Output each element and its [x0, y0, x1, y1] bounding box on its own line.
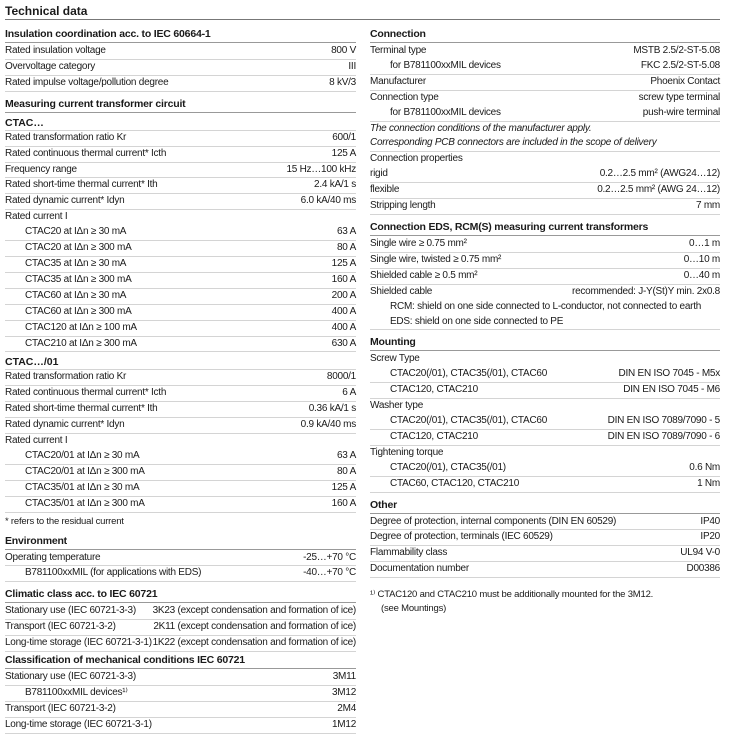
row-label: CTAC120 at IΔn ≥ 100 mA: [25, 321, 137, 333]
row-label: Rated transformation ratio Kr: [5, 131, 127, 143]
row-label: CTAC20/01 at IΔn ≥ 300 mA: [25, 465, 145, 477]
section-heading: Measuring current transformer circuit: [5, 98, 356, 113]
row-value: 0.2…2.5 mm² (AWG 24…12): [597, 184, 720, 196]
row-label: CTAC35 at IΔn ≥ 30 mA: [25, 257, 127, 269]
row-value: 800 V: [331, 45, 356, 56]
row-label: Stationary use (IEC 60721-3-3): [5, 605, 136, 617]
row-value: 3K23 (except condensation and formation of ice): [152, 605, 356, 617]
row-label: Operating temperature: [5, 551, 101, 563]
row-value: 0.9 kA/40 ms: [300, 419, 356, 431]
row-value: 125 A: [331, 481, 356, 493]
other-section: [370, 499, 720, 579]
row-value: push-wire terminal: [642, 106, 720, 118]
row-value: 80 A: [336, 465, 356, 477]
row-value: 0…10 m: [683, 253, 720, 265]
page-title: Technical data: [5, 3, 720, 20]
shield-note: EDS: shield on one side connected to PE: [390, 315, 564, 327]
row-label: Long-time storage (IEC 60721-3-1): [5, 718, 152, 730]
row-label: Rated impulse voltage/pollution degree: [5, 76, 169, 88]
row-value: IP20: [700, 531, 720, 543]
row-value: 0.2…2.5 mm² (AWG24…12): [599, 168, 720, 180]
mounting-section: [370, 336, 720, 492]
row-value: 6.0 kA/40 ms: [300, 195, 356, 207]
row-value: 3M12: [331, 687, 356, 698]
row-label: CTAC35/01 at IΔn ≥ 300 mA: [25, 497, 145, 509]
row-label: CTAC60 at IΔn ≥ 300 mA: [25, 305, 132, 317]
row-label: for B781100xxMIL devices: [390, 59, 501, 71]
row-label: Rated continuous thermal current* Icth: [5, 147, 167, 159]
row-value: FKC 2.5/2-ST-5.08: [640, 59, 720, 71]
row-label: Rated current I: [5, 211, 68, 223]
row-value: 200 A: [331, 289, 356, 301]
row-label: B781100xxMIL (for applications with EDS): [25, 567, 202, 579]
row-label: flexible: [370, 184, 400, 196]
insulation-section: [5, 28, 356, 92]
section-heading: Other: [370, 499, 720, 514]
row-label: Frequency range: [5, 163, 77, 175]
row-label: Rated continuous thermal current* Icth: [5, 387, 167, 399]
section-heading: Insulation coordination acc. to IEC 60664-1: [5, 28, 356, 43]
row-label: Shielded cable ≥ 0.5 mm²: [370, 269, 478, 281]
section-heading: Mounting: [370, 336, 720, 351]
note-text: Corresponding PCB connectors are included in the scope of delivery: [370, 137, 657, 149]
row-value: 6 A: [342, 387, 356, 399]
row-value: 8 kV/3: [329, 76, 356, 88]
section-heading: Connection: [370, 28, 720, 43]
row-label: CTAC210 at IΔn ≥ 300 mA: [25, 337, 137, 349]
row-label: Rated dynamic current* Idyn: [5, 419, 125, 431]
row-value: 3M11: [332, 671, 356, 683]
row-label: Degree of protection, terminals (IEC 60529): [370, 531, 553, 543]
row-value: 600/1: [332, 131, 356, 143]
row-value: 0…1 m: [689, 237, 720, 249]
row-value: 400 A: [331, 321, 356, 333]
row-value: 1K22 (except condensation and formation of ice): [152, 637, 356, 649]
row-label: B781100xxMIL devices¹⁾: [25, 687, 128, 698]
row-value: DIN EN ISO 7089/7090 - 5: [607, 415, 720, 427]
row-value: 630 A: [331, 337, 356, 349]
row-label: Rated insulation voltage: [5, 45, 106, 56]
row-label: Flammability class: [370, 547, 448, 559]
subsection-heading: CTAC…: [5, 117, 356, 131]
shield-note: RCM: shield on one side connected to L-conductor, not connected to earth: [390, 300, 702, 312]
row-value: recommended: J-Y(St)Y min. 2x0.8: [572, 285, 720, 297]
row-label: Rated short-time thermal current* Ith: [5, 403, 158, 415]
row-label: rigid: [370, 168, 388, 180]
row-label: CTAC120, CTAC210: [390, 430, 478, 442]
row-value: 0…40 m: [683, 269, 720, 281]
footnote: * refers to the residual current: [5, 515, 124, 527]
row-label: Documentation number: [370, 563, 469, 575]
row-label: CTAC20(/01), CTAC35(/01), CTAC60: [390, 368, 548, 380]
row-value: 0.36 kA/1 s: [308, 403, 356, 415]
row-value: 80 A: [336, 242, 356, 254]
row-value: screw type terminal: [638, 91, 720, 103]
row-label: Connection type: [370, 91, 439, 103]
row-value: 63 A: [336, 226, 356, 238]
row-value: 160 A: [331, 273, 356, 285]
row-value: UL94 V-0: [680, 547, 720, 559]
row-value: 2.4 kA/1 s: [314, 179, 356, 191]
row-value: Phoenix Contact: [650, 75, 720, 87]
row-label: Rated current I: [5, 435, 68, 447]
connection-section: [370, 28, 720, 215]
row-value: 2M4: [337, 702, 356, 714]
subsection-heading: CTAC…/01: [5, 356, 356, 370]
row-value: III: [348, 60, 356, 72]
measuring-section: [5, 98, 356, 529]
row-value: 63 A: [336, 449, 356, 461]
row-label: CTAC20(/01), CTAC35(/01): [390, 461, 506, 473]
row-label: Stripping length: [370, 200, 436, 212]
row-value: DIN EN ISO 7045 - M5x: [618, 368, 720, 380]
row-value: DIN EN ISO 7045 - M6: [623, 384, 720, 396]
climatic-section: [5, 588, 356, 652]
row-label: Connection properties: [370, 153, 463, 165]
row-value: 8000/1: [326, 371, 356, 383]
row-label: Shielded cable: [370, 285, 433, 297]
row-label: Overvoltage category: [5, 60, 96, 72]
section-heading: Environment: [5, 535, 356, 550]
row-value: IP40: [700, 515, 720, 527]
section-heading: Climatic class acc. to IEC 60721: [5, 588, 356, 603]
row-label: Rated transformation ratio Kr: [5, 371, 127, 383]
section-heading: Connection EDS, RCM(S) measuring current transformers: [370, 221, 720, 236]
row-value: 1 Nm: [697, 477, 720, 489]
row-label: Washer type: [370, 400, 424, 412]
row-value: 125 A: [331, 257, 356, 269]
row-value: 7 mm: [696, 200, 720, 212]
row-value: 125 A: [331, 147, 356, 159]
row-value: -25…+70 °C: [303, 551, 356, 563]
footnote: ¹⁾ CTAC120 and CTAC210 must be additionally mounted for the 3M12.: [370, 589, 654, 601]
row-value: 1M12: [331, 718, 356, 730]
mechanical-section: [5, 654, 356, 734]
row-label: Single wire ≥ 0.75 mm²: [370, 237, 467, 249]
row-label: CTAC20 at IΔn ≥ 300 mA: [25, 242, 132, 254]
row-label: Rated dynamic current* Idyn: [5, 195, 125, 207]
row-label: Degree of protection, internal components (DIN EN 60529): [370, 515, 617, 527]
row-label: Tightening torque: [370, 446, 444, 458]
row-value: -40…+70 °C: [303, 567, 356, 579]
row-label: CTAC20 at IΔn ≥ 30 mA: [25, 226, 127, 238]
row-value: 400 A: [331, 305, 356, 317]
row-label: Manufacturer: [370, 75, 426, 87]
row-label: Transport (IEC 60721-3-2): [5, 702, 116, 714]
row-label: CTAC60, CTAC120, CTAC210: [390, 477, 520, 489]
row-label: Long-time storage (IEC 60721-3-1): [5, 637, 152, 649]
row-label: CTAC35/01 at IΔn ≥ 30 mA: [25, 481, 140, 493]
row-value: 15 Hz…100 kHz: [286, 163, 356, 175]
row-label: CTAC35 at IΔn ≥ 300 mA: [25, 273, 132, 285]
note-text: The connection conditions of the manufacturer apply.: [370, 122, 592, 134]
environment-section: [5, 535, 356, 583]
row-label: Rated short-time thermal current* Ith: [5, 179, 158, 191]
row-label: CTAC120, CTAC210: [390, 384, 478, 396]
row-label: Single wire, twisted ≥ 0.75 mm²: [370, 253, 502, 265]
row-label: CTAC20(/01), CTAC35(/01), CTAC60: [390, 415, 548, 427]
row-label: for B781100xxMIL devices: [390, 106, 501, 118]
row-label: CTAC60 at IΔn ≥ 30 mA: [25, 289, 127, 301]
footnote-continuation: (see Mountings): [381, 603, 447, 615]
left-column: [5, 28, 356, 740]
row-value: 2K11 (except condensation and formation of ice): [153, 621, 356, 633]
row-value: DIN EN ISO 7089/7090 - 6: [607, 430, 720, 442]
row-value: 160 A: [331, 497, 356, 509]
row-label: Transport (IEC 60721-3-2): [5, 621, 116, 633]
eds-section: [370, 221, 720, 330]
row-label: Stationary use (IEC 60721-3-3): [5, 671, 136, 683]
row-value: MSTB 2.5/2-ST-5.08: [633, 45, 720, 56]
row-label: Terminal type: [370, 45, 427, 56]
row-value: D00386: [686, 563, 720, 575]
row-label: Screw Type: [370, 353, 420, 365]
section-heading: Classification of mechanical conditions IEC 60721: [5, 654, 356, 669]
row-label: CTAC20/01 at IΔn ≥ 30 mA: [25, 449, 140, 461]
row-value: 0.6 Nm: [689, 461, 720, 473]
right-column: [370, 28, 720, 616]
